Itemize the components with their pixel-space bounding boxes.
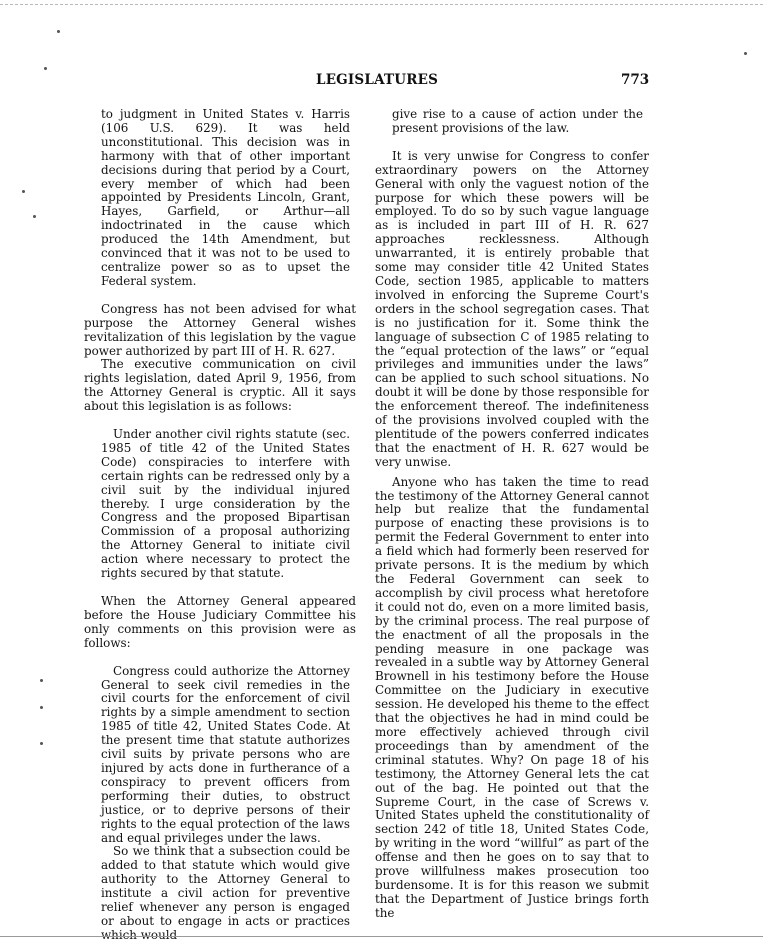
body-paragraph: The executive communication on civil rights legislation, dated April 9, 1956, from the Attorney General is cryptic. All it says about this legislation is as follows:	[84, 357, 356, 414]
top-edge-rule	[0, 4, 763, 5]
page-header	[0, 72, 763, 94]
left-column	[84, 108, 356, 943]
body-paragraph: Anyone who has taken the time to read the testimony of the Attorney General cannot help but realize that the fundamental purpose of enacting these provisions is to permit the Federal Government to enter into a field which had formerly been reserved for private persons. It is the medium by which the Federal Government can seek to accomplish by civil process what heretofore it could not do, even on a more limited basis, by the criminal process. The real purpose of the enactment of all the proposals in the pending measure in one package was revealed in a subtle way by Attorney General Brownell in his testimony before the House Committee on the Judiciary in executive session. He developed his theme to the effect that the objectives he had in mind could be more effectively achieved through civil proceedings than by amendment of the criminal statutes. Why? On page 18 of his testimony, the Attorney General lets the cat out of the bag. He pointed out that the Supreme Court, in the case of Screws v. United States upheld the constitutionality of section 242 of title 18, United States Code, by writing in the word “willful” as part of the offense and then he goes on to say that to prove willfulness makes prosecution too burdensome. It is for this reason we submit that the Department of Justice brings forth the	[375, 474, 649, 920]
quote-paragraph: give rise to a cause of action under the present provisions of the law.	[392, 107, 643, 135]
body-paragraph: It is very unwise for Congress to confer extraordinary powers on the Attorney General with only the vaguest notion of the purpose for which these powers will be employed. To do so by such vague language as is included in part III of H. R. 627 approaches recklessness. Although unwarranted, it is entirely probable that some may consider title 42 United States Code, section 1985, applicable to matters involved in enforcing the Supreme Court's orders in the school segregation cases. That is no justification for it. Some think the language of subsection C of 1985 relating to the “equal protection of the laws” or “equal privileges and immunities under the laws” can be applied to such school situations. No doubt it will be done by those responsible for the enforcement thereof. The indefiniteness of the provisions involved coupled with the plentitude of the powers conferred indicates that the enactment of H. R. 627 would be very unwise.	[375, 148, 649, 469]
quote-paragraph: So we think that a subsection could be added to that statute which would give authority to the Attorney General to institute a civil action for preventive relief whenever any person is engaged or about to engage in acts or practices which would	[101, 844, 350, 942]
body-paragraph: When the Attorney General appeared before the House Judiciary Committee his only comments on this provision were as follows:	[84, 594, 356, 650]
body-paragraph: Congress has not been advised for what purpose the Attorney General wishes revitalization of this legislation by the vague power authorized by part III of H. R. 627.	[84, 301, 356, 358]
quote-paragraph: Congress could authorize the Attorney General to seek civil remedies in the civil courts for the enforcement of civil rights by a simple amendment to section 1985 of title 42, United States Code. At the present time that statute authorizes civil suits by private persons who are injured by acts done in furtherance of a conspiracy to prevent officers from performing their duties, to obstruct justice, or to deprive persons of their rights to the equal protection of the laws and equal privileges under the laws.	[101, 663, 350, 845]
quote-paragraph: to judgment in United States v. Harris (106 U.S. 629). It was held unconstitutional. This decision was in harmony with that of other important decisions during that period by a Court, every member of which had been appointed by Presidents Lincoln, Grant, Hayes, Garfield, or Arthur—all indoctrinated in the cause which produced the 14th Amendment, but convinced that it was not to be used to centralize power so as to upset the Federal system.	[101, 107, 350, 288]
bottom-edge-rule	[0, 936, 763, 937]
running-title: LEGISLATURES	[316, 72, 439, 88]
right-column	[375, 108, 649, 921]
quote-paragraph: Under another civil rights statute (sec. 1985 of title 42 of the United States Code) conspiracies to interfere with certain rights can be redressed only by a civil suit by the individual injured thereby. I urge consideration by the Congress and the proposed Bipartisan Commission of a proposal authorizing the Attorney General to initiate civil action where necessary to protect the rights secured by that statute.	[101, 427, 350, 581]
page-number: 773	[621, 72, 650, 88]
